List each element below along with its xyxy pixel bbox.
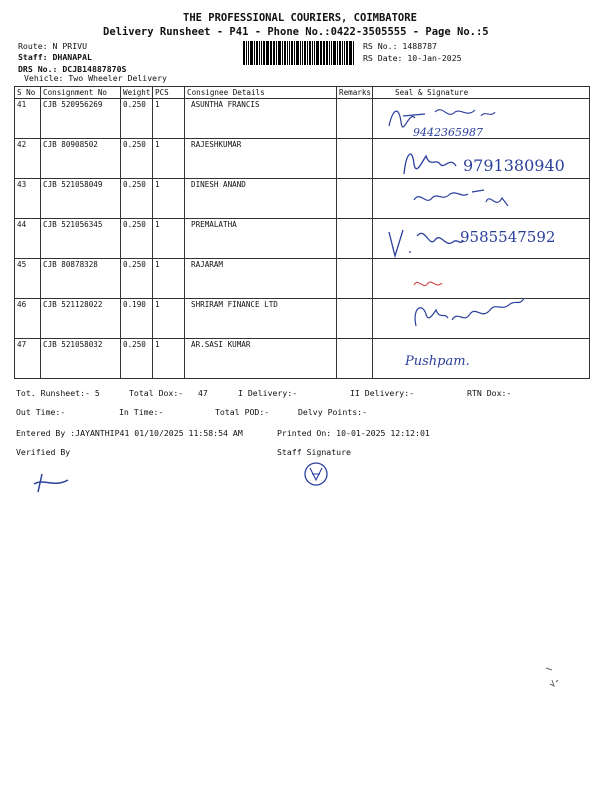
cell-weight: 0.250 <box>121 219 153 259</box>
barcode-bar <box>309 41 311 65</box>
company-title: THE PROFESSIONAL COURIERS, COIMBATORE <box>183 12 417 24</box>
barcode-bar <box>243 41 245 65</box>
barcode-bar <box>307 41 308 65</box>
barcode-bar <box>250 41 253 65</box>
barcode-bar <box>331 41 332 65</box>
barcode-bar <box>326 41 328 65</box>
i-delivery-label: I Delivery:- <box>238 388 298 398</box>
cell-pcs: 1 <box>153 139 185 179</box>
col-seal-signature: Seal & Signature <box>373 87 590 99</box>
barcode-bar <box>266 41 269 65</box>
cell-consignment: CJB 521128022 <box>41 299 121 339</box>
cell-pcs: 1 <box>153 179 185 219</box>
cell-remarks <box>337 299 373 339</box>
entered-by: Entered By :JAYANTHIP41 01/10/2025 11:58:54 AM <box>16 428 243 438</box>
cell-remarks <box>337 99 373 139</box>
cell-pcs: 1 <box>153 259 185 299</box>
barcode-bar <box>324 41 325 65</box>
staff-signature-mark <box>302 460 332 488</box>
barcode-bar <box>346 41 348 65</box>
cell-consignee: RAJARAM <box>185 259 337 299</box>
barcode-bar <box>246 41 247 65</box>
signature-row-44 <box>385 222 465 264</box>
col-consignee: Consignee Details <box>185 87 337 99</box>
barcode-bar <box>312 41 313 65</box>
col-consignment: Consignment No <box>41 87 121 99</box>
barcode-image <box>243 41 355 65</box>
total-dox-label: Total Dox:- <box>129 388 184 398</box>
barcode-bar <box>276 41 277 65</box>
barcode-bar <box>291 41 293 65</box>
barcode-bar <box>314 41 315 65</box>
cell-consignment: CJB 80878328 <box>41 259 121 299</box>
cell-consignee: AR.SASI KUMAR <box>185 339 337 379</box>
vehicle-label: Vehicle: Two Wheeler Delivery <box>24 73 167 83</box>
barcode-bar <box>294 41 295 65</box>
cell-sno: 47 <box>15 339 41 379</box>
barcode-bar <box>300 41 301 65</box>
barcode-bar <box>353 41 354 65</box>
barcode-bar <box>270 41 271 65</box>
cell-consignment: CJB 80908502 <box>41 139 121 179</box>
cell-pcs: 1 <box>153 339 185 379</box>
barcode-bar <box>289 41 290 65</box>
barcode-bar <box>316 41 319 65</box>
drs-number: DRS No.: DCJB14887870S <box>18 64 127 74</box>
barcode-bar <box>271 41 272 65</box>
cell-consignment: CJB 520956269 <box>41 99 121 139</box>
cell-pcs: 1 <box>153 99 185 139</box>
printed-on: Printed On: 10-01-2025 12:12:01 <box>277 428 430 438</box>
barcode-bar <box>302 41 303 65</box>
tot-runsheet: Tot. Runsheet:- 5 <box>16 388 100 398</box>
signature-phone-44: 9585547592 <box>460 228 556 246</box>
barcode-bar <box>261 41 262 65</box>
signature-row-47: Pushpam. <box>405 354 470 369</box>
table-row <box>15 339 590 379</box>
cell-weight: 0.250 <box>121 339 153 379</box>
barcode-bar <box>296 41 299 65</box>
barcode-bar <box>254 41 255 65</box>
cell-consignee: ASUNTHA FRANCIS <box>185 99 337 139</box>
signature-row-43 <box>410 184 520 224</box>
barcode-bar <box>344 41 345 65</box>
barcode-bar <box>287 41 288 65</box>
signature-row-42 <box>400 144 470 184</box>
barcode-bar <box>282 41 283 65</box>
verified-signature <box>32 470 72 496</box>
col-remarks: Remarks <box>337 87 373 99</box>
staff-label: Staff: DHANAPAL <box>18 52 92 62</box>
barcode-bar <box>342 41 343 65</box>
cell-consignee: PREMALATHA <box>185 219 337 259</box>
rs-date: RS Date: 10-Jan-2025 <box>363 53 462 63</box>
signature-row-46 <box>410 290 530 336</box>
cell-consignment: CJB 521056345 <box>41 219 121 259</box>
cell-weight: 0.250 <box>121 179 153 219</box>
rtn-dox-label: RTN Dox:- <box>467 388 512 398</box>
barcode-bar <box>304 41 306 65</box>
cell-consignment: CJB 521058032 <box>41 339 121 379</box>
cell-sno: 44 <box>15 219 41 259</box>
cell-weight: 0.250 <box>121 99 153 139</box>
barcode-bar <box>320 41 322 65</box>
in-time-label: In Time:- <box>119 407 164 417</box>
barcode-bar <box>337 41 338 65</box>
barcode-bar <box>323 41 324 65</box>
cell-remarks <box>337 259 373 299</box>
runsheet-title: Delivery Runsheet - P41 - Phone No.:0422-3505555 - Page No.:5 <box>103 26 489 38</box>
barcode-bar <box>259 41 260 65</box>
col-weight: Weight <box>121 87 153 99</box>
cell-pcs: 1 <box>153 299 185 339</box>
delvy-points-label: Delvy Points:- <box>298 407 368 417</box>
cell-consignee: DINESH ANAND <box>185 179 337 219</box>
rs-number: RS No.: 1488787 <box>363 41 437 51</box>
cell-pcs: 1 <box>153 219 185 259</box>
cell-consignment: CJB 521058049 <box>41 179 121 219</box>
ii-delivery-label: II Delivery:- <box>350 388 415 398</box>
cell-consignee: SHRIRAM FINANCE LTD <box>185 299 337 339</box>
barcode-bar <box>273 41 275 65</box>
barcode-bar <box>278 41 281 65</box>
cell-sno: 41 <box>15 99 41 139</box>
barcode-bar <box>333 41 336 65</box>
cell-sno: 46 <box>15 299 41 339</box>
barcode-bar <box>329 41 330 65</box>
cell-consignee: RAJESHKUMAR <box>185 139 337 179</box>
barcode-bar <box>339 41 341 65</box>
barcode-bar <box>248 41 249 65</box>
cell-sno: 45 <box>15 259 41 299</box>
cell-remarks <box>337 179 373 219</box>
barcode-bar <box>256 41 258 65</box>
cell-weight: 0.250 <box>121 139 153 179</box>
total-dox-value: 47 <box>198 388 208 398</box>
route-label: Route: N PRIVU <box>18 41 88 51</box>
col-sno: S No <box>15 87 41 99</box>
signature-phone-41: 9442365987 <box>413 126 483 139</box>
stray-mark <box>540 666 562 690</box>
cell-weight: 0.190 <box>121 299 153 339</box>
cell-sno: 43 <box>15 179 41 219</box>
signature-phone-42: 9791380940 <box>463 156 565 175</box>
cell-remarks <box>337 339 373 379</box>
barcode-bar <box>263 41 265 65</box>
cell-remarks <box>337 139 373 179</box>
verified-by-label: Verified By <box>16 447 71 457</box>
out-time-label: Out Time:- <box>16 407 66 417</box>
total-pod-label: Total POD:- <box>215 407 270 417</box>
staff-signature-label: Staff Signature <box>277 447 351 457</box>
col-pcs: PCS <box>153 87 185 99</box>
cell-weight: 0.250 <box>121 259 153 299</box>
table-header-row <box>15 87 590 99</box>
barcode-bar <box>349 41 352 65</box>
cell-sno: 42 <box>15 139 41 179</box>
barcode-bar <box>284 41 286 65</box>
cell-remarks <box>337 219 373 259</box>
